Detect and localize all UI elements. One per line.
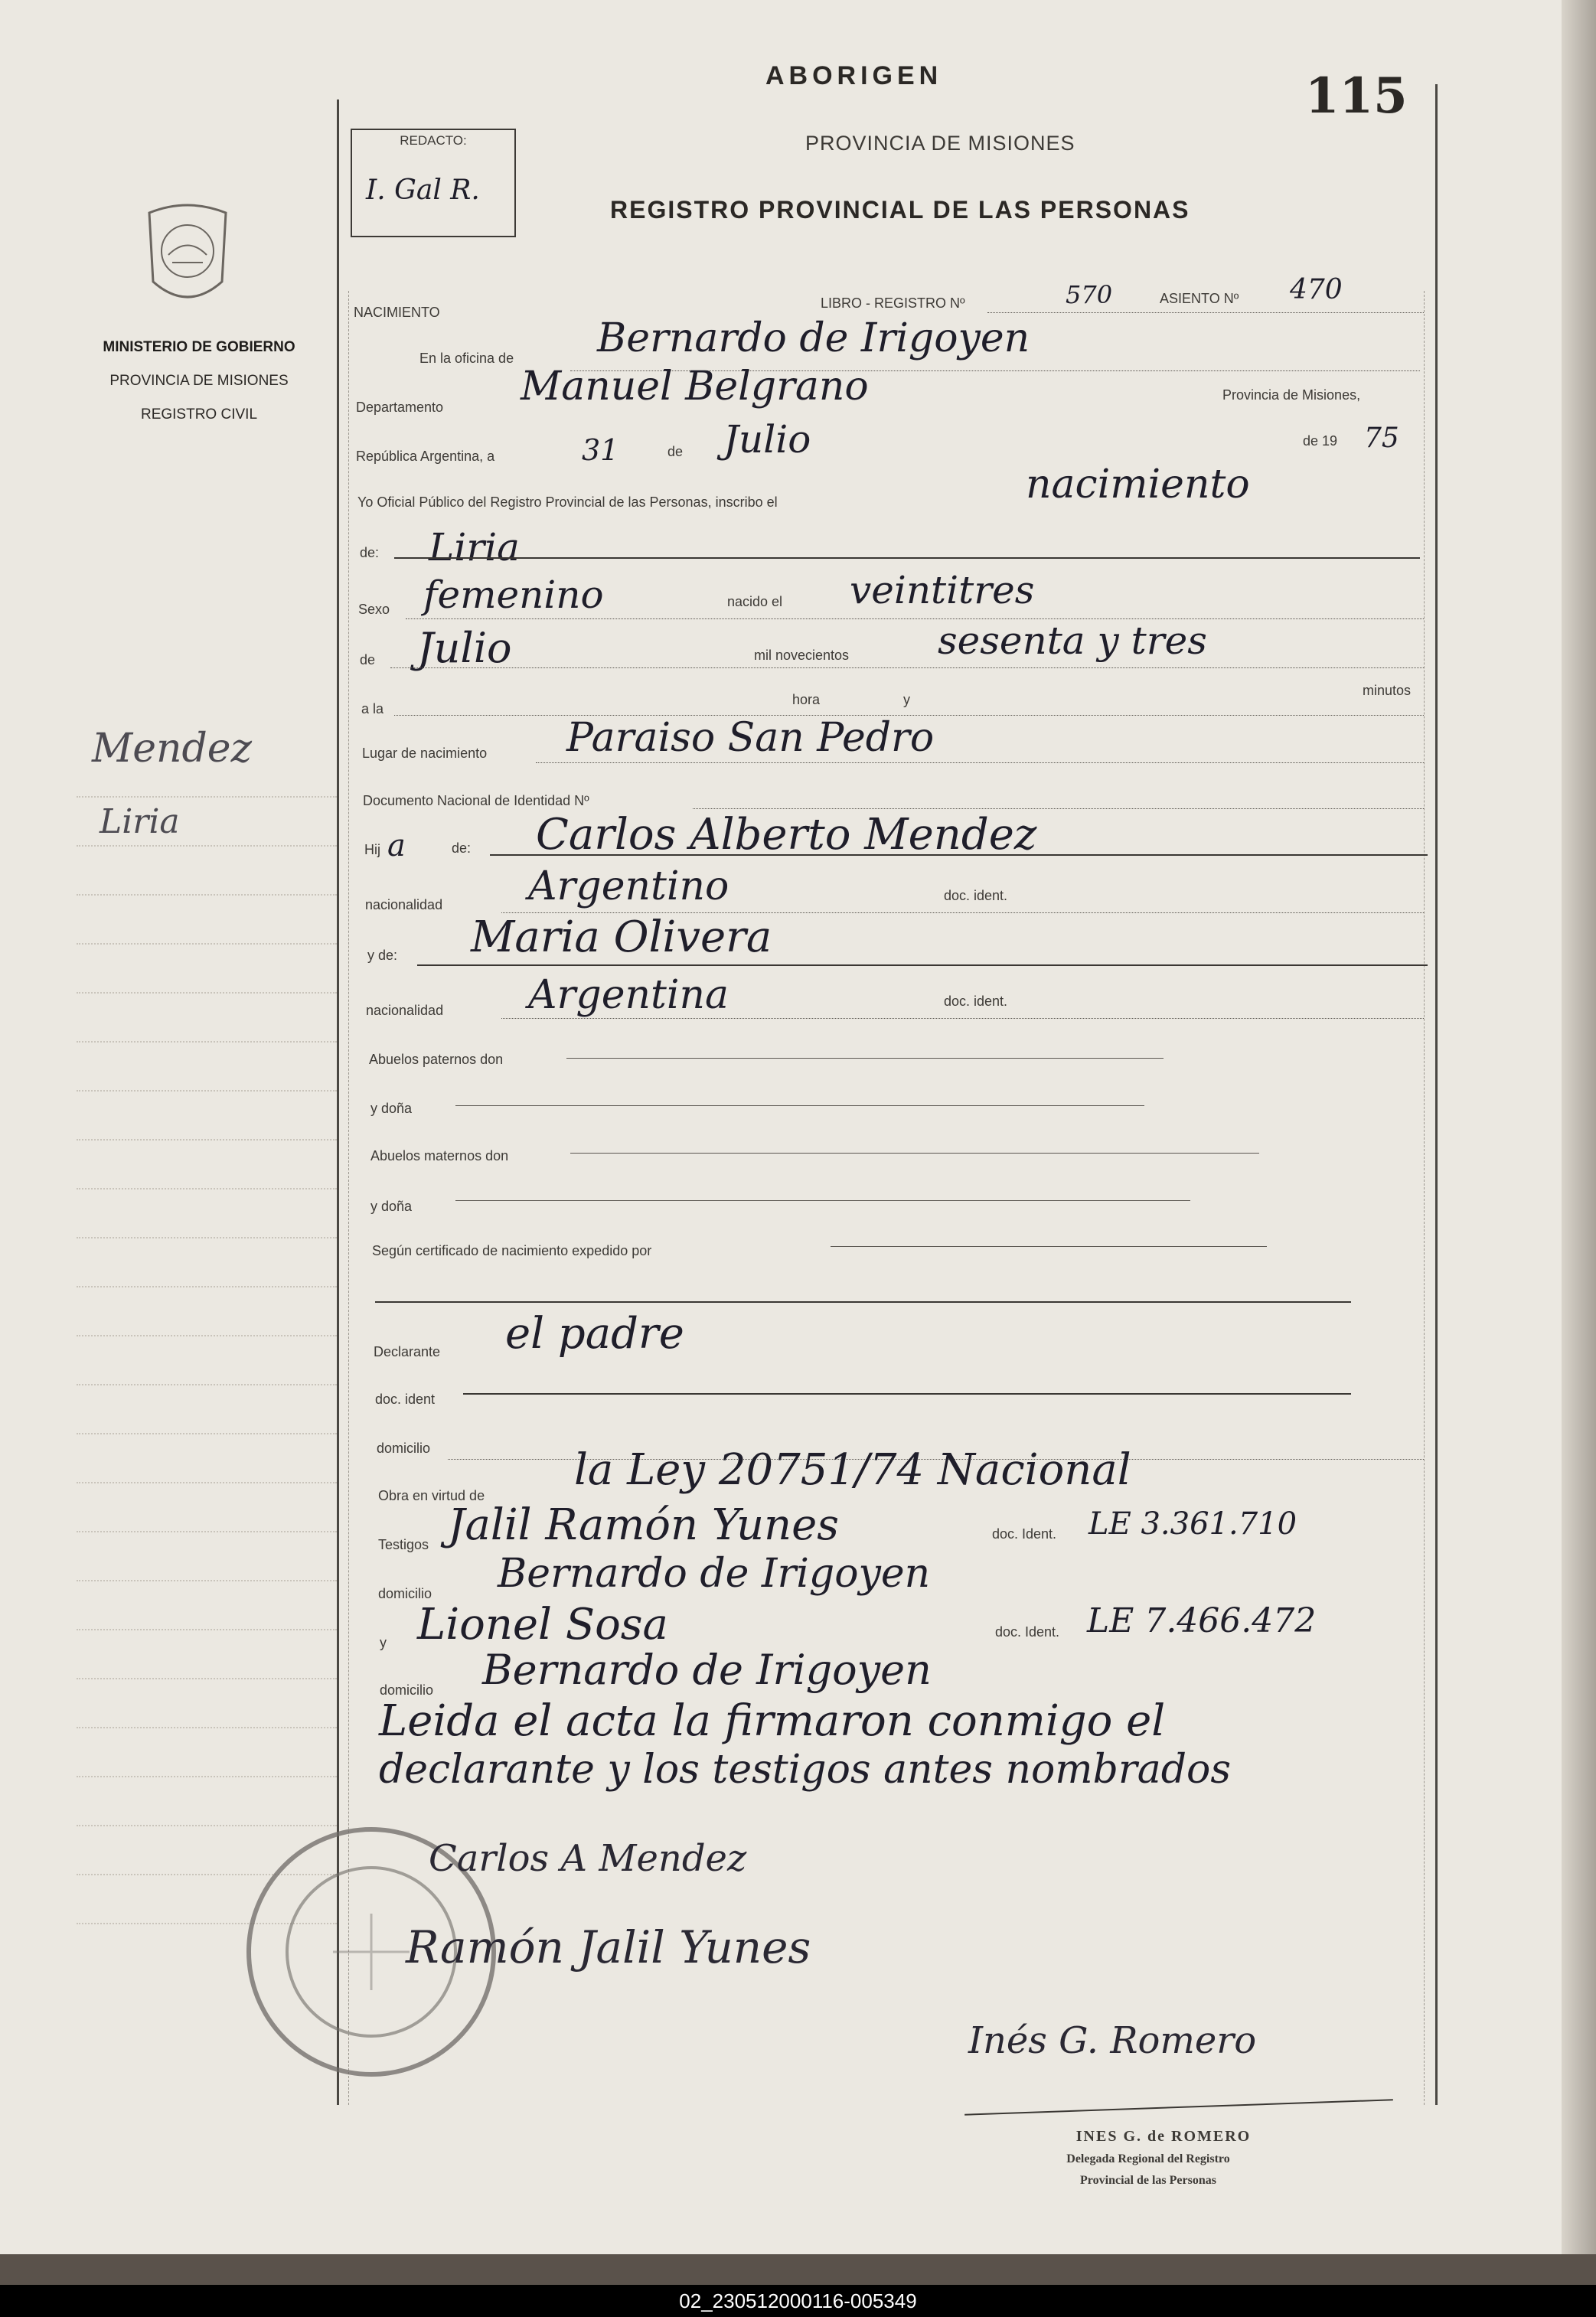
oficina-label: En la oficina de <box>419 351 514 366</box>
doc-ident-t2-label: doc. Ident. <box>995 1624 1060 1640</box>
margin-rule <box>77 943 337 945</box>
nac-madre-line <box>501 1018 1424 1019</box>
mes-nac-value: Julio <box>417 624 512 672</box>
margin-rule <box>77 1139 337 1141</box>
de-year-label: de 19 <box>1303 433 1338 449</box>
de-label: de <box>667 444 684 459</box>
declarante-value: el padre <box>505 1309 684 1359</box>
hij-label: Hij <box>364 842 380 857</box>
margin-rule <box>77 1433 337 1434</box>
nombre-line <box>394 557 1420 559</box>
padre-line <box>490 854 1428 856</box>
signature-testigo: Ramón Jalil Yunes <box>406 1921 811 1973</box>
margin-rule <box>77 1237 337 1238</box>
departamento-label: Departamento <box>356 400 444 415</box>
margin-rule <box>77 796 337 798</box>
margin-rule <box>77 1531 337 1532</box>
ministry-civil: REGISTRO CIVIL <box>140 406 258 423</box>
frame-right-border <box>1435 84 1438 2105</box>
lugar-label: Lugar de nacimiento <box>362 746 488 761</box>
redacto-box <box>351 129 516 237</box>
segun-line <box>831 1246 1267 1247</box>
redacto-label: REDACTO: <box>400 133 467 148</box>
doc-ident-madre-label: doc. ident. <box>944 994 1008 1009</box>
margin-given-name: Liria <box>100 802 180 841</box>
page-edge <box>1562 0 1596 2254</box>
province-title: PROVINCIA DE MISIONES <box>805 132 1075 155</box>
libro-label: LIBRO - REGISTRO Nº <box>821 295 965 311</box>
minutos-label: minutos <box>1363 683 1412 698</box>
nacido-label: nacido el <box>727 594 783 609</box>
lugar-line <box>536 762 1424 763</box>
frame-left-border <box>337 100 339 2105</box>
margin-rule <box>77 1727 337 1728</box>
sexo-value: femenino <box>423 573 604 617</box>
footer-role-1: Delegada Regional del Registro <box>1066 2152 1230 2165</box>
y-label: y <box>903 692 910 707</box>
ydona-m-label: y doña <box>370 1199 413 1214</box>
margin-rule <box>77 1678 337 1679</box>
nac-padre-label: nacionalidad <box>365 897 443 912</box>
footer-name: INES G. de ROMERO <box>1075 2128 1252 2145</box>
domicilio2-label: domicilio <box>380 1682 434 1698</box>
act-number: 115 <box>1305 67 1408 125</box>
obra-value: la Ley 20751/74 Nacional <box>574 1445 1131 1495</box>
signature-declarante: Carlos A Mendez <box>429 1837 747 1880</box>
ministry-seal-icon <box>138 197 237 312</box>
hij-suffix: a <box>387 828 406 863</box>
docident2-label: doc. ident <box>375 1392 436 1407</box>
ministry-block <box>77 331 321 432</box>
margin-rule <box>77 1384 337 1385</box>
margin-rule <box>77 894 337 896</box>
departamento-value: Manuel Belgrano <box>521 364 869 410</box>
margin-rule <box>77 1776 337 1777</box>
provincia-label: Provincia de Misiones, <box>1222 387 1361 403</box>
margin-rule <box>77 1580 337 1581</box>
mes-value: Julio <box>723 417 811 462</box>
margin-rule <box>77 1090 337 1092</box>
padre-value: Carlos Alberto Mendez <box>536 810 1037 860</box>
inner-right-rule <box>1424 291 1425 2105</box>
testigo1-value: Jalil Ramón Yunes <box>448 1500 839 1550</box>
libro-value: 570 <box>1066 280 1113 309</box>
domicilio2-value: Bernardo de Irigoyen <box>482 1646 932 1694</box>
declarante-label: Declarante <box>374 1344 441 1359</box>
ydona-p-label: y doña <box>370 1101 413 1116</box>
dia-value: 31 <box>582 433 619 467</box>
signature-oficial: Inés G. Romero <box>968 2019 1257 2062</box>
yde-label: y de: <box>367 948 398 963</box>
inscribo-value: nacimiento <box>1026 462 1250 507</box>
dni-line <box>693 808 1424 809</box>
sexo-line <box>406 618 1424 619</box>
margin-rule <box>77 992 337 994</box>
signature-line <box>964 2099 1393 2116</box>
de3-line <box>390 667 1424 668</box>
leida-line-1: Leida el acta la firmaron conmigo el <box>379 1696 1166 1746</box>
redacto-value: I. Gal R. <box>366 175 480 206</box>
ala-label: a la <box>361 701 384 716</box>
republica-label: República Argentina, a <box>356 449 495 464</box>
nombre-value: Liria <box>429 525 520 569</box>
testigo2-value: Lionel Sosa <box>417 1600 668 1650</box>
margin-rule <box>77 1188 337 1190</box>
margin-surname: Mendez <box>92 726 252 772</box>
mil-label: mil novecientos <box>754 648 850 663</box>
yo-oficial-label: Yo Oficial Público del Registro Provincial de las Personas, inscribo el <box>357 494 778 510</box>
abuelos-maternos-line <box>570 1153 1259 1154</box>
asiento-value: 470 <box>1290 274 1343 305</box>
footer-role-2: Provincial de las Personas <box>1080 2174 1216 2187</box>
sexo-label: Sexo <box>358 602 390 617</box>
year-value: 75 <box>1364 423 1399 454</box>
docident2-line <box>463 1393 1351 1395</box>
ydona-m-line <box>455 1200 1190 1201</box>
margin-rule <box>77 1482 337 1483</box>
madre-value: Maria Olivera <box>471 912 772 962</box>
ydona-p-line <box>455 1105 1144 1106</box>
domicilio1-label: domicilio <box>378 1586 432 1601</box>
nac-padre-value: Argentino <box>528 863 729 909</box>
margin-rule <box>77 1041 337 1043</box>
image-filename: 02_230512000116-005349 <box>0 2285 1596 2317</box>
y2-label: y <box>380 1635 387 1650</box>
ministry-province: PROVINCIA DE MISIONES <box>109 373 289 389</box>
binding-band <box>0 2254 1596 2285</box>
nacimiento-label: NACIMIENTO <box>354 305 440 320</box>
lugar-value: Paraiso San Pedro <box>566 715 935 761</box>
hora-label: hora <box>792 692 821 707</box>
testigos-label: Testigos <box>378 1537 429 1552</box>
obra-label: Obra en virtud de <box>378 1488 485 1503</box>
segun-line-2 <box>375 1301 1351 1303</box>
ministry-name: MINISTERIO DE GOBIERNO <box>103 339 295 355</box>
doc-ident-t1-label: doc. Ident. <box>992 1526 1057 1542</box>
abuelos-maternos-label: Abuelos maternos don <box>370 1148 509 1163</box>
testigo1-doc-value: LE 3.361.710 <box>1088 1506 1297 1542</box>
nac-madre-label: nacionalidad <box>366 1003 444 1018</box>
domicilio1-value: Bernardo de Irigoyen <box>498 1551 931 1597</box>
margin-rule <box>77 1629 337 1630</box>
leida-line-2: declarante y los testigos antes nombrados <box>379 1747 1232 1793</box>
anio-nac-value: sesenta y tres <box>938 618 1207 663</box>
de2-label: de: <box>360 545 380 560</box>
doc-ident-padre-label: doc. ident. <box>944 888 1008 903</box>
abuelos-paternos-label: Abuelos paternos don <box>369 1052 504 1067</box>
margin-ruled-lines <box>77 796 337 1990</box>
de4-label: de: <box>452 840 472 856</box>
dni-label: Documento Nacional de Identidad Nº <box>363 793 589 808</box>
testigo2-doc-value: LE 7.466.472 <box>1087 1601 1317 1640</box>
oficina-value: Bernardo de Irigoyen <box>597 315 1030 361</box>
registry-title: REGISTRO PROVINCIAL DE LAS PERSONAS <box>610 196 1190 224</box>
domicilio-label: domicilio <box>377 1441 431 1456</box>
de3-label: de <box>360 652 376 667</box>
margin-rule <box>77 1335 337 1336</box>
asiento-label: ASIENTO Nº <box>1160 291 1239 306</box>
margin-rule <box>77 1286 337 1287</box>
libro-line <box>987 312 1424 313</box>
nac-madre-value: Argentina <box>528 972 729 1018</box>
category-title: ABORIGEN <box>765 61 943 90</box>
segun-label: Según certificado de nacimiento expedido por <box>372 1243 652 1258</box>
nacido-value: veintitres <box>850 568 1035 612</box>
margin-rule <box>77 845 337 847</box>
abuelos-paternos-line <box>566 1058 1164 1059</box>
madre-line <box>417 964 1428 966</box>
